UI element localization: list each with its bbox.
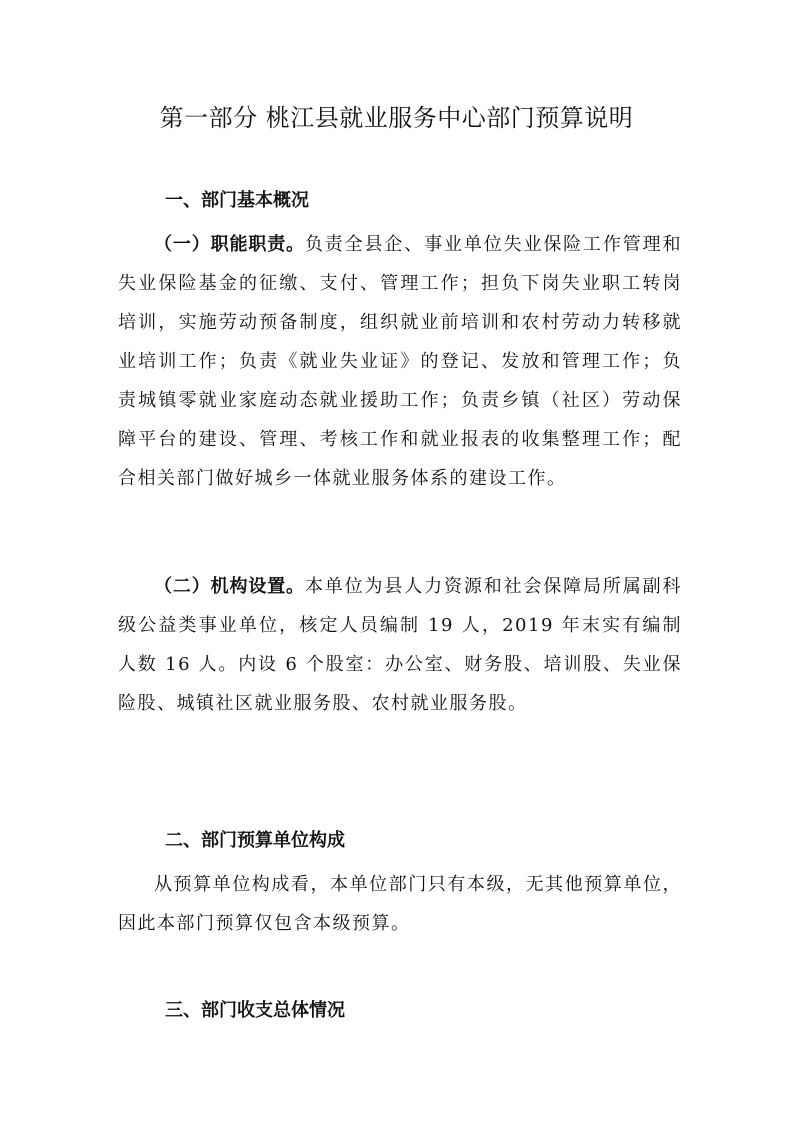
section-heading-overview: 一、部门基本概况 [165, 190, 309, 211]
paragraph-lead-organization: （二）机构设置。 [154, 576, 305, 597]
paragraph-text-units: 从预算单位构成看，本单位部门只有本级，无其他预算单位，因此本部门预算仅包含本级预算。 [118, 874, 682, 934]
section-heading-units: 二、部门预算单位构成 [165, 830, 345, 851]
paragraph-organization [118, 567, 682, 723]
paragraph-text-organization: 本单位为县人力资源和社会保障局所属副科级公益类事业单位，核定人员编制 19 人，2019 年末实有编制人数 16 人。内设 6 个股室：办公室、财务股、培训股、失业保险股、城镇社区就业服务股、农村就业服务股。 [118, 576, 683, 714]
paragraph-lead-functions: （一）职能职责。 [154, 234, 305, 255]
paragraph-units [118, 865, 682, 943]
paragraph-functions [118, 225, 682, 498]
section-heading-revenue: 三、部门收支总体情况 [165, 1000, 345, 1021]
page-title: 第一部分 桃江县就业服务中心部门预算说明 [159, 104, 634, 132]
paragraph-text-functions: 负责全县企、事业单位失业保险工作管理和失业保险基金的征缴、支付、管理工作；担负下岗失业职工转岗培训，实施劳动预备制度，组织就业前培训和农村劳动力转移就业培训工作；负责《就业失业证》的登记、发放和管理工作；负责城镇零就业家庭动态就业援助工作；负责乡镇（社区）劳动保障平台的建设、管理、考核工作和就业报表的收集整理工作；配合相关部门做好城乡一体就业服务体系的建设工作。 [118, 234, 683, 489]
